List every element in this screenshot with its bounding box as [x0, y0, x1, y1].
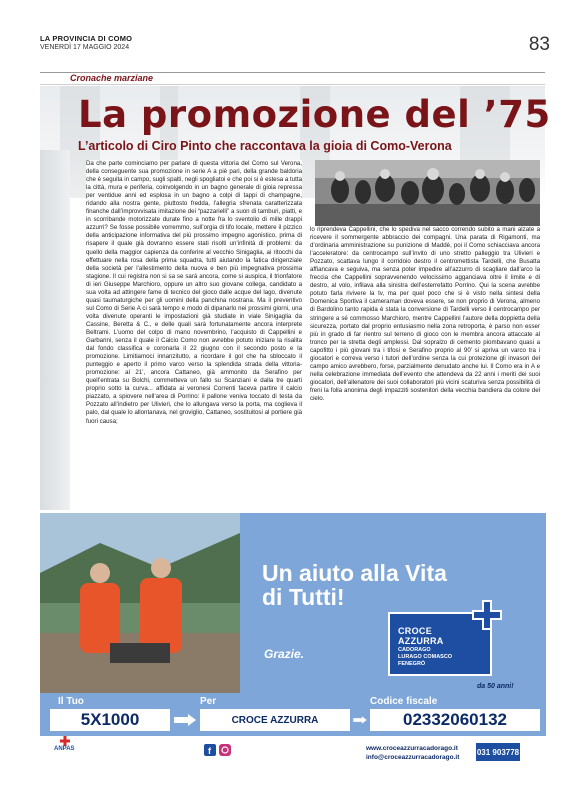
ad-thanks: Grazie. — [264, 647, 305, 661]
ad-tagline: da 50 anni! — [477, 683, 514, 690]
article-headline: La promozione del ’75 — [78, 93, 551, 136]
ad-footer — [40, 736, 546, 769]
anpas-label: ANPAS — [54, 746, 75, 752]
anpas-logo-icon — [60, 736, 70, 746]
article-subhead: L’articolo di Ciro Pinto che raccontava la gioia di Como-Verona — [78, 139, 452, 153]
cross-icon — [472, 600, 502, 630]
ad-website[interactable]: www.croceazzurracadorago.it — [366, 745, 458, 752]
article-photo — [315, 160, 540, 226]
logo-sub-1: CADORAGO — [398, 647, 431, 653]
issue-date: VENERDÌ 17 MAGGIO 2024 — [40, 44, 130, 51]
pointing-hand-icon — [172, 712, 198, 728]
svg-text:f: f — [208, 746, 211, 756]
logo-sub-2: LURAGO COMASCO — [398, 654, 453, 660]
article-column-2: lo riprendeva Cappellini, che lo spediva nel sacco correndo subito a mani alzate a ricevere il sommergente abbraccio dei compagni. Una parata di Rigamonti, ma d’ordinaria amministrazione su punizione di Maddè, poi il Como schiacciava ancora l’acceleratore: da centrocampo sull’invito di uno stretto palleggio tra Ulivieri e Pozzato, scattava lungo il corridoio destro il centromettista Tardelli, che Busatta affiancava e seguiva, ma senza poter impedire all’azzurro di scagliare dall’arco la freccia che Cappellini sopravvenendo velocissimo agganciava oltre il limite e di destro, al volo, infilava alla sinistra dell’esterrefatto Porrino. Qui la scena avrebbe potuto farla rivivere la tv, ma per quel poco che si è visto nella sintesi della Domenica Sportiva il cameraman doveva essere, se non proprio di Verona, almeno di Bardolino tanto rapida è stata la conversione di Tardelli verso il centrocampo per stringere a sé commosso Marchioro, mentre Cappellini l’autore della doppietta della sicurezza, portato dal proprio entusiasmo nella zona retroporta, è parso non esser più in grado di far rientro sul terreno di gioco con le membra ancora attaccate al tronco per la stretta degli amplessi. Dal sopralzo di cemento piombavano quasi a capofitto i più giovani tra i tifosi e Serafino proprio al 90’ si apriva un varco tra i giocatori e correva verso i tutori dell’ordine senza la cui protezione gli invasori del campo amico avrebbero, forse, parzialmente denudato anche lui. Il Como era in A e nella celebrazione immediata dell’evento che attendeva da 22 anni i meriti dei suoi giocatori, dell’allenatore dei suoi collaboratori più vicini scaturiva senza possibilità di freni la folla anonima degli impazziti sostenitori della vecchia bandiera da colore del cielo. — [310, 226, 540, 402]
masthead — [40, 34, 550, 64]
logo-line-2: AZZURRA — [398, 636, 444, 646]
ad-photo-volunteers — [40, 513, 240, 693]
label-your: Il Tuo — [58, 696, 84, 707]
logo-sub-3: FENEGRÒ — [398, 661, 426, 667]
faded-background-edge — [40, 150, 70, 510]
ad-phone: 031 903778 — [476, 743, 520, 761]
croce-azzurra-logo — [388, 612, 492, 676]
section-bar — [40, 72, 545, 85]
value-croce-azzurra: CROCE AZZURRA — [200, 709, 350, 731]
pointing-hand-icon — [352, 712, 368, 728]
article-column-1: Da che parte cominciamo per parlare di questa vittoria del Como sul Verona, della conseguente sua promozione in serie A a piè pari, della grande baldoria che è seguita in campo, sugli spalti, negli spogliatoi e che poi si è estesa a tutta la città, mura e periferia, coinvolgendo in un bagno generale di gioia repressa per ventidue anni ed esplosa in un bagno a colpi di tappi di champagne, ridando alla nostra gente, piuttosto fredda, l’allegria sfrenata caratterizzata finanche dall’improvvisata imitazione dei “pazzarielli” a suon di tamburi, piatti, e in scorribande motorizzate durate fino a notte fra lo sventolio di mille drappi azzurri? Se fosse possibile vorremmo, sull’orgia di tifo locale, mettere il pizzico della anticipazione informativa del più prossimo impegno agonistico, prima di risapere il quale già dovranno essere stati risolti un’infinità di problemi: da quello della maggior capienza da conferire al vecchio Sinigaglia, ai ritocchi da effettuare nella rosa della prima squadra, tutti aiutando la fatica dirigenziale della società per l’allestimento della nuova e ben più impegnativa prossima stagione. Il cui registra non si sa se sarà ancora, come si auspica, il trionfatore di ieri Giuseppe Marchioro, oppure un altro suo giovane collega, candidato a sua volta ad attingere fame di tecnico del gioco dalle acque del lago, divenute quasi taumaturgiche per gli uomini della panchina nostrana. Ma il preventivo sul Como di Serie A ci sarà tempo e modo di dipanarlo nei prossimi giorni, una volta divenute operanti le impostazioni già studiate in viale Sinigaglia da Cassine, Beretta & C., e delle quali sarà fortunatamente ancora interprete Beltrami. L’uomo del colpo di mano novembrino, l’acquisto di Cappellini e Garbarini, senza il quale il Calcio Como non avrebbe potuto iniziare la risalita dal fondo classifica e coronarla il 22 giugno con il secondo posto e la promozione. Limitiamoci innanzitutto, a ricordare il gol che ha sbloccato il punteggio e aperto il primo varco verso la splendida strada della vittoria-promozione: al 21’, ancora Cattaneo, già ammonito da Serafino per quell’entrata su Bolchi, commetteva un fallo su Scanziani e dalla tre quarti proprio sotto la curva... affidata ai veronesi Correnti faceva partire il calcio piazzato, a spiovere nell’area di Porrino: il pallone veniva toccato di testa da Pozzato all’indietro per Ulivieri, che lo allungava verso la porta, ma coglieva il palo, dal quale lo allontanava, nel groviglio, Cattaneo, sostituitosi al portiere già fuori causa; — [86, 160, 302, 510]
page-number: 83 — [528, 34, 550, 55]
ad-headline: Un aiuto alla Vita di Tutti! — [262, 560, 447, 610]
value-tax-code: 02332060132 — [370, 709, 540, 731]
logo-line-1: CROCE — [398, 626, 433, 636]
social-icons — [204, 744, 232, 756]
ad-email[interactable]: info@croceazzurracadorago.it — [366, 754, 460, 761]
label-for: Per — [200, 696, 217, 707]
advertisement — [40, 513, 546, 769]
value-5x1000: 5X1000 — [50, 709, 170, 731]
label-tax-code: Codice fiscale — [370, 696, 438, 707]
section-label: Cronache marziane — [70, 73, 154, 83]
instagram-icon — [219, 744, 231, 756]
newspaper-name: LA PROVINCIA DI COMO — [40, 34, 133, 43]
